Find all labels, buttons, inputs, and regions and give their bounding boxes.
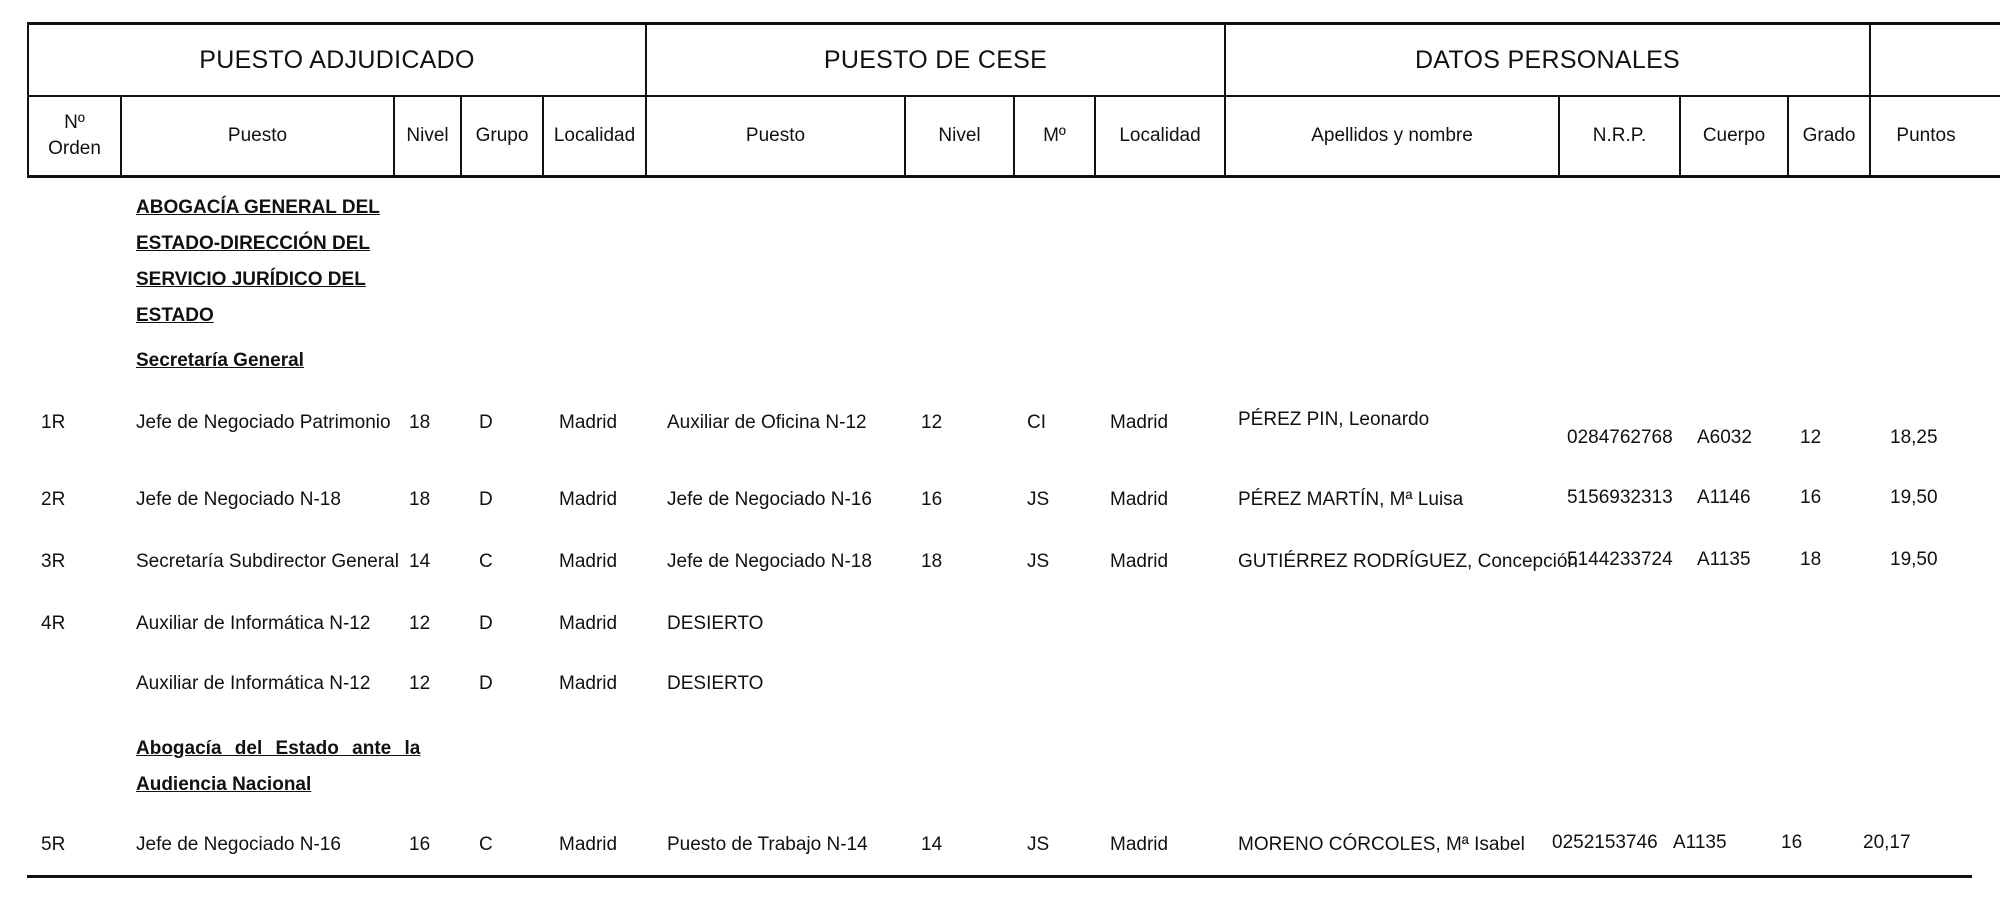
row-6-puntos: 20,17 — [1863, 832, 1911, 853]
row-6-localidad: Madrid — [559, 834, 618, 855]
col-header-ministerio: Mº — [1043, 125, 1066, 146]
section-heading: ABOGACÍA GENERAL DEL — [136, 197, 380, 218]
row-1-puesto: Jefe de Negociado Patrimonio — [136, 412, 391, 433]
row-1-ministerio: CI — [1027, 412, 1046, 433]
col-header-puntos: Puntos — [1896, 125, 1956, 146]
row-2-grupo: D — [479, 489, 493, 510]
row-3-cese-localidad: Madrid — [1110, 551, 1169, 572]
row-3-cese-nivel: 18 — [921, 551, 943, 572]
row-3-grado: 18 — [1800, 549, 1822, 570]
row-2-nivel: 18 — [409, 489, 431, 510]
row-5-cese-puesto: DESIERTO — [667, 673, 764, 694]
row-6-grado: 16 — [1781, 832, 1803, 853]
row-4-orden: 4R — [41, 613, 66, 634]
row-1-nombre: PÉREZ PIN, Leonardo — [1238, 409, 1430, 430]
section-heading: SERVICIO JURÍDICO DEL — [136, 269, 366, 290]
col-header-nivel-adjudicado: Nivel — [406, 125, 449, 146]
row-4-grupo: D — [479, 613, 493, 634]
section-heading: Abogacía del Estado ante la — [136, 738, 421, 759]
row-6-nombre: MORENO CÓRCOLES, Mª Isabel — [1238, 834, 1525, 855]
row-1-grado: 12 — [1800, 427, 1822, 448]
col-header-apellidos-nombre: Apellidos y nombre — [1311, 125, 1473, 146]
row-2-grado: 16 — [1800, 487, 1822, 508]
row-3-ministerio: JS — [1027, 551, 1050, 572]
row-6-cuerpo: A1135 — [1673, 832, 1727, 853]
row-3-orden: 3R — [41, 551, 66, 572]
row-1-cese-puesto: Auxiliar de Oficina N-12 — [667, 412, 867, 433]
row-2-puesto: Jefe de Negociado N-18 — [136, 489, 341, 510]
row-6-orden: 5R — [41, 834, 66, 855]
row-6-cese-localidad: Madrid — [1110, 834, 1169, 855]
col-header-grupo: Grupo — [475, 125, 529, 146]
col-header-puesto-adjudicado: Puesto — [227, 125, 288, 146]
row-1-nivel: 18 — [409, 412, 431, 433]
row-2-nombre: PÉREZ MARTÍN, Mª Luisa — [1238, 489, 1464, 510]
row-1-cese-nivel: 12 — [921, 412, 943, 433]
section-heading: ESTADO-DIRECCIÓN DEL — [136, 233, 370, 254]
row-5-localidad: Madrid — [559, 673, 618, 694]
row-3-nrp: 5144233724 — [1567, 549, 1673, 570]
row-6-ministerio: JS — [1027, 834, 1050, 855]
row-3-localidad: Madrid — [559, 551, 618, 572]
row-2-cese-nivel: 16 — [921, 489, 943, 510]
col-header-nrp: N.R.P. — [1592, 125, 1647, 146]
row-2-puntos: 19,50 — [1890, 487, 1938, 508]
table-bottom-rule — [27, 875, 1972, 878]
row-1-localidad: Madrid — [559, 412, 618, 433]
row-3-grupo: C — [479, 551, 493, 572]
row-6-puesto: Jefe de Negociado N-16 — [136, 834, 341, 855]
row-3-cese-puesto: Jefe de Negociado N-18 — [667, 551, 872, 572]
row-5-puesto: Auxiliar de Informática N-12 — [136, 673, 371, 694]
col-header-puesto-cese: Puesto — [745, 125, 806, 146]
col-header-localidad-cese: Localidad — [1119, 125, 1201, 146]
row-3-cuerpo: A1135 — [1697, 549, 1751, 570]
row-5-grupo: D — [479, 673, 493, 694]
row-4-nivel: 12 — [409, 613, 431, 634]
row-2-localidad: Madrid — [559, 489, 618, 510]
row-3-puesto: Secretaría Subdirector General — [136, 551, 399, 572]
group-title-puesto-cese: PUESTO DE CESE — [823, 45, 1048, 74]
row-5-nivel: 12 — [409, 673, 431, 694]
subsection-heading: Secretaría General — [136, 350, 304, 371]
row-2-cese-localidad: Madrid — [1110, 489, 1169, 510]
col-header-grado: Grado — [1802, 125, 1856, 146]
col-header-localidad-adjudicado: Localidad — [553, 125, 636, 146]
section-heading: Audiencia Nacional — [136, 774, 312, 795]
section-heading: ESTADO — [136, 305, 214, 326]
col-header-cuerpo: Cuerpo — [1702, 125, 1766, 146]
row-1-grupo: D — [479, 412, 493, 433]
group-title-puesto-adjudicado: PUESTO ADJUDICADO — [199, 45, 475, 74]
col-header-orden: Nº Orden — [48, 112, 101, 159]
row-4-puesto: Auxiliar de Informática N-12 — [136, 613, 371, 634]
row-4-cese-puesto: DESIERTO — [667, 613, 764, 634]
row-1-nrp: 0284762768 — [1567, 427, 1673, 448]
row-2-nrp: 5156932313 — [1567, 487, 1673, 508]
row-2-cese-puesto: Jefe de Negociado N-16 — [667, 489, 872, 510]
row-2-ministerio: JS — [1027, 489, 1050, 510]
row-3-nivel: 14 — [409, 551, 431, 572]
group-title-datos-personales: DATOS PERSONALES — [1414, 45, 1681, 74]
row-2-orden: 2R — [41, 489, 66, 510]
row-3-nombre: GUTIÉRREZ RODRÍGUEZ, Concepción — [1238, 551, 1578, 572]
row-6-nivel: 16 — [409, 834, 431, 855]
row-1-cese-localidad: Madrid — [1110, 412, 1169, 433]
row-1-orden: 1R — [41, 412, 66, 433]
row-1-puntos: 18,25 — [1890, 427, 1938, 448]
row-4-localidad: Madrid — [559, 613, 618, 634]
row-2-cuerpo: A1146 — [1697, 487, 1751, 508]
row-6-cese-puesto: Puesto de Trabajo N-14 — [667, 834, 868, 855]
col-header-nivel-cese: Nivel — [938, 125, 981, 146]
row-6-nrp: 0252153746 — [1552, 832, 1658, 853]
row-3-puntos: 19,50 — [1890, 549, 1938, 570]
row-1-cuerpo: A6032 — [1697, 427, 1752, 448]
row-6-cese-nivel: 14 — [921, 834, 943, 855]
row-6-grupo: C — [479, 834, 493, 855]
